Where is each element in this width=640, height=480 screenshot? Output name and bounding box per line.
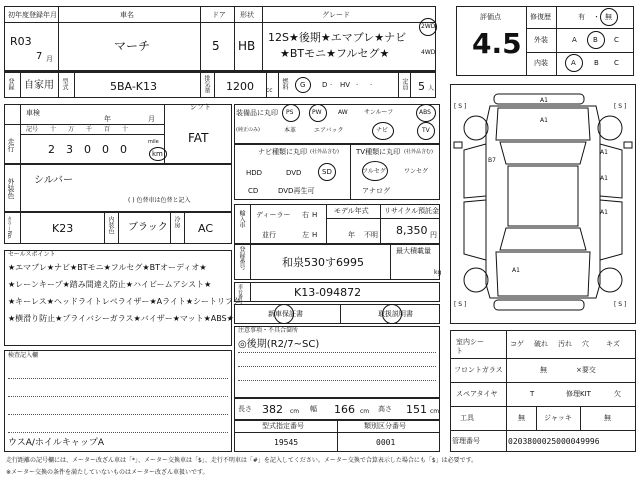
equipment-item: ABS — [419, 109, 431, 116]
mileage-digit-header: 十 — [122, 126, 129, 133]
repair-no: 無 — [605, 13, 612, 21]
reg-month: 7 — [36, 51, 43, 62]
fuel-d: D — [322, 81, 328, 89]
reg-year-label: 初年度登録年月 — [8, 11, 57, 19]
interior-c: C — [614, 59, 619, 67]
equipment-item: 本革 — [284, 127, 297, 134]
shaken-label: 車検 — [26, 109, 40, 117]
equip-ps-circle — [282, 104, 300, 122]
mgmt-no: 0203800025000049996 — [508, 437, 600, 446]
svg-text:[ S ]: [ S ] — [614, 301, 627, 308]
mileage-label: 走行 — [7, 138, 15, 152]
class-label: 類別区分番号 — [364, 422, 406, 430]
mileage-digit: 2 — [48, 143, 55, 156]
width: 166 — [334, 403, 355, 416]
capacity-unit: 人 — [428, 85, 435, 92]
displacement: 1200 — [226, 80, 254, 93]
import-label: 輸入車 — [238, 210, 245, 228]
tv-title: TV種類に丸印 — [356, 148, 401, 156]
model-year-unknown: 不明 — [364, 231, 378, 239]
sales-point-label: セールスポイント — [8, 251, 56, 258]
equipment-title: 装備品に丸印 — [236, 109, 278, 117]
reg-label: 登録 — [7, 78, 14, 90]
fuel-hv: HV — [340, 81, 351, 89]
recycle-value: 8,350 — [396, 224, 428, 237]
diagram-label-right2: A1 — [600, 175, 608, 182]
equipment-item: エアバック — [314, 127, 344, 134]
mileage-digit: 0 — [120, 143, 127, 156]
equip-tv-circle — [417, 122, 435, 140]
equipment-item: TV — [422, 127, 430, 134]
exterior-color-note: ( ) 色替車は色替と記入 — [128, 197, 191, 204]
diagram-label-rear: A1 — [512, 267, 520, 274]
manual: 取扱説明書 — [378, 310, 413, 318]
mile-unit: mile — [148, 139, 159, 145]
equip-abs-circle — [416, 104, 436, 122]
diagram-label-right3: A1 — [600, 209, 608, 216]
height-label: 高さ — [378, 405, 392, 413]
capacity-label: 定員 — [401, 78, 408, 90]
parallel-label: 並行 — [262, 231, 276, 239]
mileage-digit-header: 百 — [104, 126, 111, 133]
notes-text: ◎後期(R2/7~SC) — [238, 339, 320, 350]
equipment-item: PW — [312, 109, 322, 116]
max-load-label: 最大積載量 — [396, 247, 431, 255]
footer-line2: ※メーター交換の条件を満たしていないものはメーター改ざん車扱いです。 — [6, 469, 209, 476]
notes-frame — [234, 326, 440, 398]
color-no-label: カラーNo. — [6, 216, 12, 240]
model-year-label: モデル年式 — [334, 207, 369, 215]
exterior-a: A — [572, 36, 577, 44]
navi-dvd-play: DVD再生可 — [278, 187, 315, 195]
seat-item: 破れ — [534, 340, 548, 348]
mileage-digit: 3 — [66, 143, 73, 156]
interior-color: ブラック — [128, 222, 168, 233]
color-no: K23 — [52, 222, 74, 235]
exterior-color-label: 外装色 — [7, 178, 15, 199]
mgmt-label: 管理番号 — [452, 437, 480, 445]
width-unit: cm — [360, 408, 370, 415]
glass-label: フロントガラス — [454, 366, 503, 374]
footer-line1: 走行距離の記号欄には、メーター改ざん車は「*」、メーター交換車は「$」、走行不明車は「#」を記入してください。メーター交換で合算表示した場合にも「$」は必要です。 — [6, 457, 478, 464]
model-code: 5BA-K13 — [110, 80, 158, 93]
ac-label: 冷房 — [173, 216, 180, 228]
recycle-yen: 円 — [430, 231, 437, 239]
repair-yes: 有 — [578, 13, 585, 21]
grade-line2: ★BTモニ★フルセグ★ — [280, 47, 390, 60]
interior-a: A — [571, 59, 576, 67]
equipment-item: AW — [338, 109, 348, 116]
max-load-unit: kg — [434, 269, 442, 276]
grade-line1: 12S★後期★エマブレ★ナビ — [268, 31, 407, 44]
tools-label: 工具 — [460, 414, 474, 422]
fuel-label: 燃料 — [281, 78, 288, 90]
fuel-g: G — [300, 81, 306, 89]
equip-navi-circle — [372, 122, 394, 140]
chassis-label: 車台番号 — [237, 284, 243, 304]
exterior-b: B — [593, 36, 598, 44]
navi-hdd: HDD — [246, 169, 263, 177]
left-h: H — [312, 231, 318, 239]
navi-sub: (社外品含む) — [310, 149, 339, 155]
month-unit: 月 — [46, 55, 53, 63]
chassis: K13-094872 — [294, 286, 362, 299]
spare-kit: 修理KIT — [566, 390, 591, 398]
km-unit: km — [152, 150, 163, 158]
glass-none: 無 — [540, 366, 547, 374]
tools-value: 無 — [518, 414, 525, 422]
rating-score: 4.5 — [472, 27, 522, 60]
score-label: 評価点 — [480, 13, 501, 21]
diagram-label-left: B7 — [488, 157, 496, 164]
car-name: マーチ — [114, 39, 151, 53]
plate: 和泉530す6995 — [282, 256, 364, 269]
tv-analog: アナログ — [362, 187, 390, 195]
inspector-label: 検査記入欄 — [8, 352, 39, 359]
notes-label: 注意事項・不具合箇所 — [238, 327, 299, 334]
shape: HB — [238, 39, 256, 53]
diagram-label-front: A1 — [540, 97, 548, 104]
shift-label: シフト — [190, 103, 211, 111]
left-label: 左 — [302, 231, 309, 239]
mileage-digit: 0 — [102, 143, 109, 156]
cc-unit: cc — [266, 87, 273, 94]
tv-sub: (社外品含む) — [404, 149, 433, 155]
height-unit: cm — [430, 408, 440, 415]
new-warranty: 新車保証書 — [268, 310, 303, 318]
exterior-color: シルバー — [34, 175, 74, 186]
displacement-label: 排気量 — [203, 75, 210, 93]
svg-text:[ S ]: [ S ] — [454, 301, 467, 308]
spare-t: T — [530, 390, 535, 398]
capacity: 5 — [418, 80, 425, 93]
navi-cd: CD — [248, 187, 259, 195]
car-name-label: 車名 — [120, 11, 134, 19]
seat-item: コゲ — [510, 340, 524, 348]
doors: 5 — [212, 39, 220, 53]
svg-text:[ S ]: [ S ] — [454, 103, 467, 110]
drive-2wd: 2WD — [421, 23, 436, 30]
diagram-label-hood: A1 — [540, 117, 548, 124]
sales-point-line: ★キーレス★ヘッドライトレベライザー★Aライト★シートリフタ — [8, 297, 241, 306]
equipment-item: サンルーフ — [364, 109, 394, 116]
equipment-item: PS — [286, 109, 294, 116]
dealer-label: ディーラー — [256, 211, 291, 219]
grade-label: グレード — [322, 11, 350, 19]
jack-value: 無 — [604, 414, 611, 422]
navi-dvd: DVD — [286, 169, 302, 177]
seat-item: 穴 — [582, 340, 589, 348]
ac: AC — [198, 222, 214, 235]
tv-oneseg: ワンセグ — [404, 168, 429, 175]
sales-point-line: ★レーンキープ★踏み間違え防止★ハイビームアシスト★ — [8, 280, 212, 289]
mileage-digit-header: 十 — [50, 126, 57, 133]
spare-missing: 欠 — [614, 390, 621, 398]
equip-pw-circle — [309, 104, 327, 122]
right-h: H — [312, 211, 318, 219]
model-year-unit: 年 — [348, 231, 355, 239]
reg-year: R03 — [10, 35, 32, 48]
exterior-color-frame — [4, 164, 232, 212]
repair-label: 修復歴 — [530, 13, 551, 21]
inspector-note: ウスA/ホイルキャップA — [8, 438, 105, 448]
width-label: 幅 — [310, 405, 317, 413]
shaken-month: 月 — [148, 115, 155, 123]
exterior-c: C — [614, 36, 619, 44]
jack-label: ジャッキ — [544, 414, 572, 422]
equipment-item: ナビ — [376, 127, 389, 134]
seat-label: 室内シート — [456, 338, 484, 356]
tv-fullseg: フルセグ — [362, 168, 386, 175]
drive-4wd: 4WD — [421, 49, 436, 56]
navi-sd: SD — [322, 168, 332, 176]
svg-text:[ S ]: [ S ] — [614, 103, 627, 110]
type-label: 型式指定番号 — [262, 422, 304, 430]
height: 151 — [406, 403, 427, 416]
seat-item: キズ — [606, 340, 620, 348]
inspector-frame — [4, 350, 232, 452]
class-no: 0001 — [376, 438, 396, 447]
recycle-label: リサイクル預託金 — [384, 207, 440, 215]
mileage-digit-header: 万 — [68, 126, 75, 133]
sales-point-line: ★エマブレ★ナビ★BTモニ★フルセグ★BTオーディオ★ — [8, 263, 207, 272]
glass-replace: ×要交 — [576, 366, 596, 374]
navi-title: ナビ種類に丸印 — [258, 148, 307, 156]
type-no: 19545 — [274, 438, 299, 447]
spare-label: スペアタイヤ — [456, 390, 498, 398]
shaken-year: 年 — [104, 115, 111, 123]
interior-color-label: 内装色 — [107, 216, 114, 234]
interior-label: 内装 — [534, 59, 548, 67]
interior-b: B — [594, 59, 599, 67]
right-label: 右 — [302, 211, 309, 219]
mileage-digit: 0 — [84, 143, 91, 156]
seat-item: 汚れ — [558, 340, 572, 348]
plate-label: 登録番号 — [238, 246, 245, 270]
shape-label: 形状 — [240, 11, 254, 19]
length: 382 — [262, 403, 283, 416]
mileage-note: 記号 — [26, 126, 39, 133]
doors-label: ドア — [212, 11, 226, 19]
sales-point-line: ★横滑り防止★プライバシーガラス★バイザー★マット★ABS★ — [8, 314, 234, 323]
length-unit: cm — [290, 408, 300, 415]
shift: FAT — [188, 131, 209, 145]
diagram-label-right1: A1 — [600, 149, 608, 156]
mileage-digit-header: 千 — [86, 126, 93, 133]
length-label: 長さ — [238, 405, 252, 413]
model-label: 型式 — [61, 78, 68, 90]
usage: 自家用 — [24, 80, 54, 91]
exterior-label: 外装 — [534, 36, 548, 44]
equipment-subtitle: (純正のみ) — [236, 127, 260, 133]
